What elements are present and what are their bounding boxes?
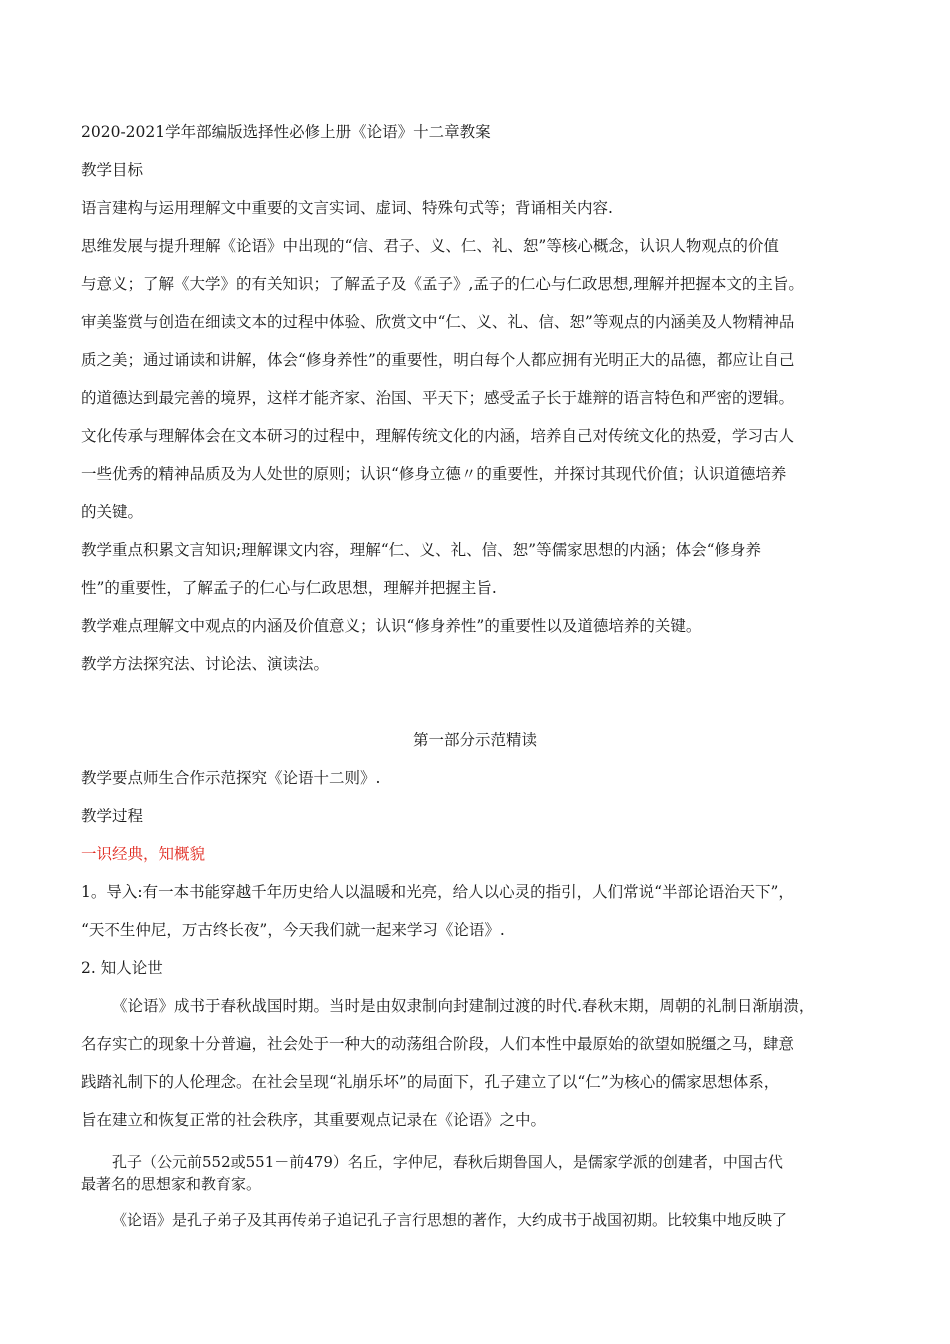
background-line: 旨在建立和恢复正常的社会秩序，其重要观点记录在《论语》之中。 <box>81 1111 547 1129</box>
analects-line: 《论语》是孔子弟子及其再传弟子追记孔子言行思想的著作，大约成书于战国初期。比较集中地反映了 <box>112 1211 788 1229</box>
key-points-line: 教学重点积累文言知识;理解课文内容，理解“仁、义、礼、信、恕”等儒家思想的内涵；体会“修身养 <box>81 541 761 559</box>
confucius-line: 最著名的思想家和教育家。 <box>81 1175 262 1193</box>
difficulty-line: 教学难点理解文中观点的内涵及价值意义；认识“修身养性”的重要性以及道德培养的关键。 <box>81 617 702 635</box>
background-line: 名存实亡的现象十分普遍，社会处于一种大的动荡组合阶段，人们本性中最原始的欲望如脱缰之马，肆意 <box>81 1035 795 1053</box>
objective-line: 的关键。 <box>81 503 144 521</box>
objective-line: 文化传承与理解体会在文本研习的过程中，理解传统文化的内涵，培养自己对传统文化的热爱，学习古人 <box>81 427 795 445</box>
objectives-heading: 教学目标 <box>81 161 144 179</box>
confucius-line: 孔子（公元前552或551－前479）名丘，字仲尼，春秋后期鲁国人，是儒家学派的创建者，中国古代 <box>112 1153 783 1171</box>
part-title: 第一部分示范精读 <box>412 731 537 749</box>
objective-line: 一些优秀的精神品质及为人处世的原则；认识“修身立德〃的重要性，并探讨其现代价值；认识道德培养 <box>81 465 787 483</box>
objective-line: 与意义；了解《大学》的有关知识；了解孟子及《孟子》,孟子的仁心与仁政思想,理解并把握本文的主旨。 <box>81 275 804 293</box>
document-title: 2020-2021学年部编版选择性必修上册《论语》十二章教案 <box>81 123 491 141</box>
intro-line: 1。导入:有一本书能穿越千年历史给人以温暖和光亮，给人以心灵的指引，人们常说“半部论语治天下”， <box>81 883 794 901</box>
objective-line: 的道德达到最完善的境界，这样才能齐家、治国、平天下；感受孟子长于雄辩的语言特色和严密的逻辑。 <box>81 389 795 407</box>
key-points-line: 性”的重要性，了解孟子的仁心与仁政思想，理解并把握主旨. <box>81 579 497 597</box>
objective-line: 思维发展与提升理解《论语》中出现的“信、君子、义、仁、礼、恕”等核心概念，认识人物观点的价值 <box>81 237 779 255</box>
background-line: 《论语》成书于春秋战国时期。当时是由奴隶制向封建制过渡的时代.春秋末期，周朝的礼制日渐崩溃， <box>112 997 815 1015</box>
objective-line: 审美鉴赏与创造在细读文本的过程中体验、欣赏文中“仁、义、礼、信、恕”等观点的内涵美及人物精神品 <box>81 313 795 331</box>
objective-line: 语言建构与运用理解文中重要的文言实词、虚词、特殊句式等；背诵相关内容. <box>81 199 613 217</box>
intro-line: “天不生仲尼，万古终长夜”，今天我们就一起来学习《论语》. <box>81 921 505 939</box>
background-line: 践踏礼制下的人伦理念。在社会呈现“礼崩乐坏”的局面下，孔子建立了以“仁”为核心的儒家思想体系， <box>81 1073 780 1091</box>
process-heading: 教学过程 <box>81 807 144 825</box>
objective-line: 质之美；通过诵读和讲解，体会“修身养性”的重要性，明白每个人都应拥有光明正大的品德，都应让自己 <box>81 351 795 369</box>
item-heading: 2. 知人论世 <box>81 959 163 977</box>
teaching-key-line: 教学要点师生合作示范探究《论语十二则》. <box>81 769 381 787</box>
methods-line: 教学方法探究法、讨论法、演读法。 <box>81 655 330 673</box>
section-heading: 一识经典，知概貌 <box>81 845 206 863</box>
